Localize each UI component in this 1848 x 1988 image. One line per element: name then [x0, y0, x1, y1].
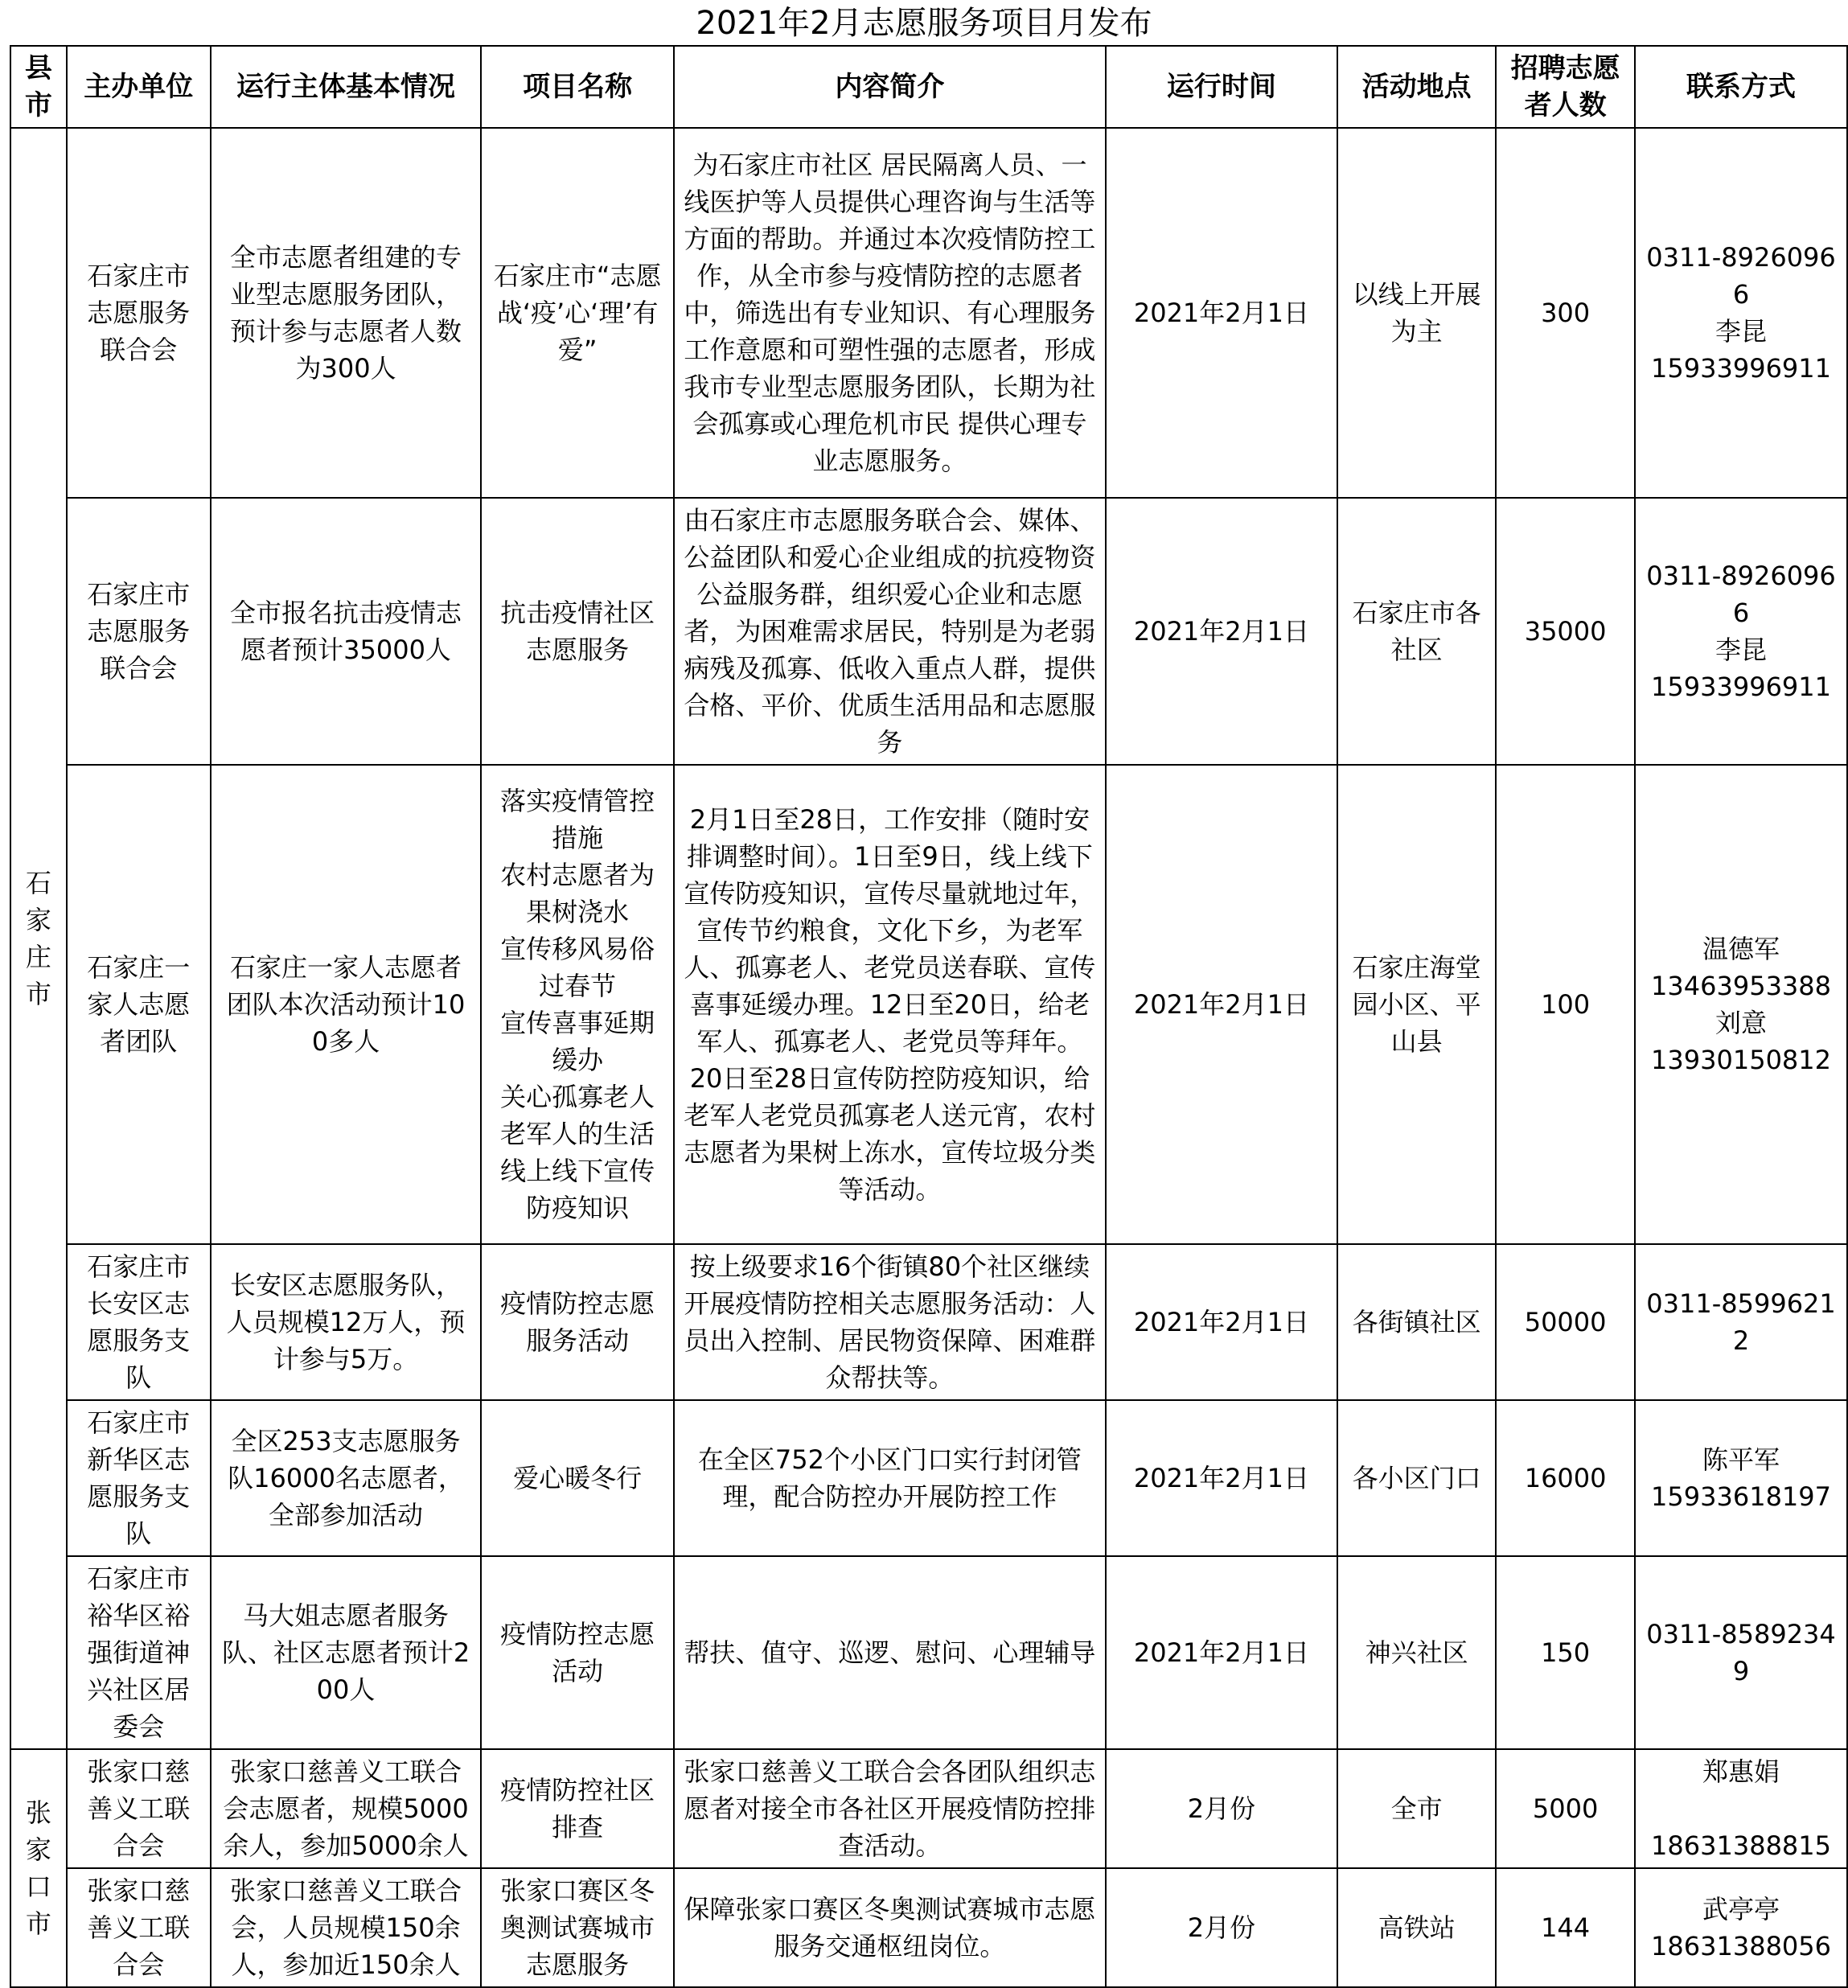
table-row	[10, 1868, 1847, 1987]
location-cell: 全市	[1337, 1749, 1496, 1868]
time-cell: 2月份	[1106, 1749, 1337, 1868]
county-cell: 石 家 庄 市	[10, 128, 67, 1749]
operator-cell: 马大姐志愿者服务队、社区志愿者预计200人	[211, 1556, 482, 1749]
table-row	[10, 1556, 1847, 1749]
contact-cell: 陈平军 15933618197	[1635, 1400, 1847, 1556]
location-cell: 各小区门口	[1337, 1400, 1496, 1556]
contact-cell: 0311-85996212	[1635, 1244, 1847, 1400]
header-county: 县 市	[10, 46, 67, 128]
contact-cell: 武亭亭 18631388056	[1635, 1868, 1847, 1987]
content-cell: 保障张家口赛区冬奥测试赛城市志愿服务交通枢纽岗位。	[674, 1868, 1106, 1987]
project-cell: 疫情防控志愿 服务活动	[481, 1244, 674, 1400]
page-title: 2021年2月志愿服务项目月发布	[696, 5, 1152, 42]
content-cell: 在全区752个小区门口实行封闭管理，配合防控办开展防控工作	[674, 1400, 1106, 1556]
operator-cell: 张家口慈善义工联合会，人员规模150余人，参加近150余人	[211, 1868, 482, 1987]
header-content: 内容简介	[674, 46, 1106, 128]
project-cell: 抗击疫情社区 志愿服务	[481, 498, 674, 765]
location-cell: 石家庄市各 社区	[1337, 498, 1496, 765]
operator-cell: 全市志愿者组建的专业型志愿服务团队，预计参与志愿者人数为300人	[211, 128, 482, 498]
header-recruits: 招聘志愿 者人数	[1496, 46, 1635, 128]
recruits-cell: 300	[1496, 128, 1635, 498]
project-cell: 落实疫情管控措施 农村志愿者为果树浇水 宣传移风易俗过春节 宣传喜事延期缓办 关心孤寡老人老军人的生活 线上线下宣传防疫知识	[481, 765, 674, 1244]
recruits-cell: 35000	[1496, 498, 1635, 765]
host-cell: 石家庄市 志愿服务 联合会	[67, 498, 211, 765]
header-row	[10, 46, 1847, 128]
header-project: 项目名称	[481, 46, 674, 128]
time-cell: 2021年2月1日	[1106, 1244, 1337, 1400]
operator-cell: 张家口慈善义工联合会志愿者，规模5000余人，参加5000余人	[211, 1749, 482, 1868]
recruits-cell: 150	[1496, 1556, 1635, 1749]
project-cell: 石家庄市“志愿战‘疫’心‘理’有爱”	[481, 128, 674, 498]
table-row	[10, 128, 1847, 498]
host-cell: 石家庄市 长安区志 愿服务支 队	[67, 1244, 211, 1400]
host-cell: 张家口慈 善义工联 合会	[67, 1868, 211, 1987]
content-cell: 2月1日至28日，工作安排（随时安排调整时间）。1日至9日，线上线下宣传防疫知识，宣传尽量就地过年，宣传节约粮食，文化下乡，为老军人、孤寡老人、老党员送春联、宣传喜事延缓办理。12日至20日，给老军人、孤寡老人、老党员等拜年。 20日至28日宣传防控防疫知识，给老军人老党员孤寡老人送元宵，农村志愿者为果树上冻水，宣传垃圾分类等活动。	[674, 765, 1106, 1244]
operator-cell: 全区253支志愿服务队16000名志愿者，全部参加活动	[211, 1400, 482, 1556]
volunteer-project-table	[10, 45, 1848, 1988]
content-cell: 由石家庄市志愿服务联合会、媒体、公益团队和爱心企业组成的抗疫物资公益服务群，组织爱心企业和志愿者，为困难需求居民，特别是为老弱病残及孤寡、低收入重点人群，提供合格、平价、优质生活用品和志愿服务	[674, 498, 1106, 765]
header-location: 活动地点	[1337, 46, 1496, 128]
location-cell: 高铁站	[1337, 1868, 1496, 1987]
content-cell: 为石家庄市社区 居民隔离人员、一线医护等人员提供心理咨询与生活等方面的帮助。并通过本次疫情防控工作，从全市参与疫情防控的志愿者中，筛选出有专业知识、有心理服务工作意愿和可塑性强的志愿者，形成我市专业型志愿服务团队，长期为社会孤寡或心理危机市民 提供心理专业志愿服务。	[674, 128, 1106, 498]
recruits-cell: 50000	[1496, 1244, 1635, 1400]
table-row	[10, 765, 1847, 1244]
time-cell: 2021年2月1日	[1106, 128, 1337, 498]
location-cell: 各街镇社区	[1337, 1244, 1496, 1400]
recruits-cell: 5000	[1496, 1749, 1635, 1868]
location-cell: 以线上开展 为主	[1337, 128, 1496, 498]
host-cell: 张家口慈 善义工联 合会	[67, 1749, 211, 1868]
recruits-cell: 144	[1496, 1868, 1635, 1987]
time-cell: 2021年2月1日	[1106, 1556, 1337, 1749]
host-cell: 石家庄市 裕华区裕 强街道神 兴社区居 委会	[67, 1556, 211, 1749]
header-contact: 联系方式	[1635, 46, 1847, 128]
host-cell: 石家庄一 家人志愿 者团队	[67, 765, 211, 1244]
project-cell: 爱心暖冬行	[481, 1400, 674, 1556]
project-cell: 张家口赛区冬奥测试赛城市志愿服务	[481, 1868, 674, 1987]
table-row	[10, 1244, 1847, 1400]
time-cell: 2021年2月1日	[1106, 498, 1337, 765]
contact-cell: 0311-89260966 李昆 15933996911	[1635, 498, 1847, 765]
location-cell: 神兴社区	[1337, 1556, 1496, 1749]
table-row	[10, 498, 1847, 765]
time-cell: 2月份	[1106, 1868, 1337, 1987]
content-cell: 帮扶、值守、巡逻、慰问、心理辅导	[674, 1556, 1106, 1749]
recruits-cell: 100	[1496, 765, 1635, 1244]
contact-cell: 郑惠娟 18631388815	[1635, 1749, 1847, 1868]
table-row	[10, 1400, 1847, 1556]
project-cell: 疫情防控志愿 活动	[481, 1556, 674, 1749]
recruits-cell: 16000	[1496, 1400, 1635, 1556]
location-cell: 石家庄海堂 园小区、平 山县	[1337, 765, 1496, 1244]
host-cell: 石家庄市 志愿服务 联合会	[67, 128, 211, 498]
table-row	[10, 1749, 1847, 1868]
host-cell: 石家庄市 新华区志 愿服务支 队	[67, 1400, 211, 1556]
time-cell: 2021年2月1日	[1106, 765, 1337, 1244]
content-cell: 张家口慈善义工联合会各团队组织志愿者对接全市各社区开展疫情防控排查活动。	[674, 1749, 1106, 1868]
header-time: 运行时间	[1106, 46, 1337, 128]
header-host: 主办单位	[67, 46, 211, 128]
contact-cell: 0311-89260966 李昆 15933996911	[1635, 128, 1847, 498]
operator-cell: 石家庄一家人志愿者团队本次活动预计100多人	[211, 765, 482, 1244]
project-cell: 疫情防控社区 排查	[481, 1749, 674, 1868]
contact-cell: 温德军 13463953388 刘意 13930150812	[1635, 765, 1847, 1244]
county-cell: 张 家 口 市	[10, 1749, 67, 1987]
operator-cell: 长安区志愿服务队，人员规模12万人，预计参与5万。	[211, 1244, 482, 1400]
contact-cell: 0311-85892349	[1635, 1556, 1847, 1749]
operator-cell: 全市报名抗击疫情志愿者预计35000人	[211, 498, 482, 765]
time-cell: 2021年2月1日	[1106, 1400, 1337, 1556]
content-cell: 按上级要求16个街镇80个社区继续开展疫情防控相关志愿服务活动：人员出入控制、居民物资保障、困难群众帮扶等。	[674, 1244, 1106, 1400]
header-operator: 运行主体基本情况	[211, 46, 482, 128]
